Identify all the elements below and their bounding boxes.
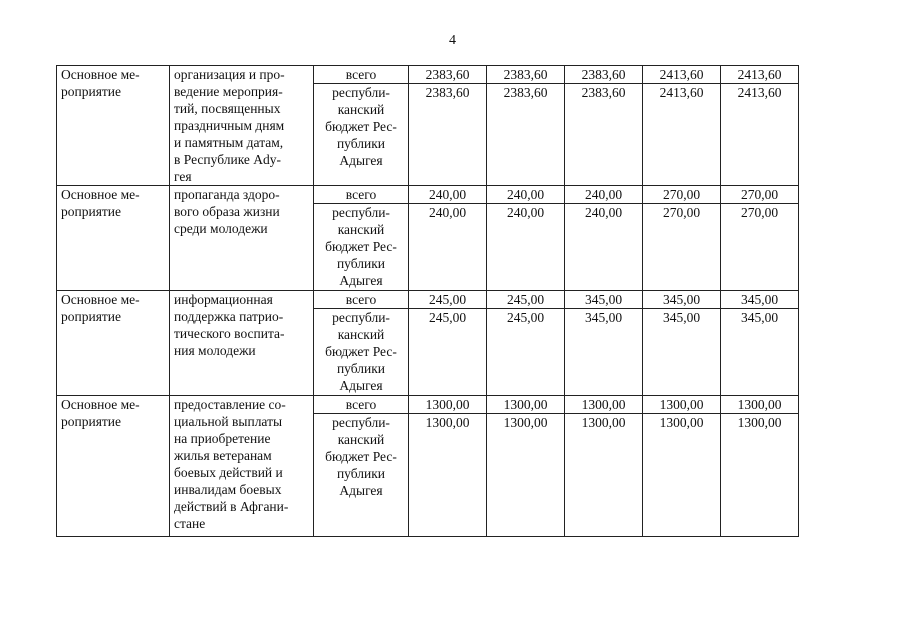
budget-value-cell: 2383,60 [487,84,565,186]
budget-table [56,65,799,537]
budget-value-cell: 2413,60 [643,84,721,186]
total-label-cell: всего [314,66,409,84]
total-value-cell: 240,00 [409,186,487,204]
budget-value-cell: 345,00 [565,309,643,396]
budget-value-cell: 245,00 [409,309,487,396]
total-value-cell: 345,00 [643,291,721,309]
budget-value-cell: 1300,00 [565,414,643,537]
budget-value-cell: 270,00 [721,204,799,291]
budget-value-cell: 240,00 [487,204,565,291]
budget-source-cell: республи- канский бюджет Рес- публики Адыгея [314,309,409,396]
activity-type-cell: Основное ме- роприятие [57,66,170,186]
budget-value-cell: 345,00 [721,309,799,396]
budget-source-cell: республи- канский бюджет Рес- публики Адыгея [314,414,409,537]
budget-value-cell: 240,00 [409,204,487,291]
total-value-cell: 2383,60 [487,66,565,84]
total-value-cell: 270,00 [643,186,721,204]
activity-name-cell: информационная поддержка патрио- тического воспита- ния молодежи [170,291,314,396]
budget-source-cell: республи- канский бюджет Рес- публики Адыгея [314,84,409,186]
total-value-cell: 1300,00 [409,396,487,414]
total-value-cell: 245,00 [487,291,565,309]
total-value-cell: 245,00 [409,291,487,309]
budget-value-cell: 240,00 [565,204,643,291]
total-label-cell: всего [314,396,409,414]
total-value-cell: 1300,00 [565,396,643,414]
total-label-cell: всего [314,291,409,309]
page-number: 4 [449,33,456,48]
budget-source-cell: республи- канский бюджет Рес- публики Адыгея [314,204,409,291]
budget-value-cell: 1300,00 [409,414,487,537]
total-value-cell: 240,00 [565,186,643,204]
table-row [57,66,799,84]
activity-type-cell: Основное ме- роприятие [57,186,170,291]
budget-value-cell: 345,00 [643,309,721,396]
budget-value-cell: 245,00 [487,309,565,396]
total-value-cell: 1300,00 [487,396,565,414]
table-row [57,186,799,204]
total-value-cell: 345,00 [721,291,799,309]
total-label-cell: всего [314,186,409,204]
budget-value-cell: 2383,60 [409,84,487,186]
activity-name-cell: предоставление со- циальной выплаты на приобретение жилья ветеранам боевых действий и инвалидам боевых действий в Афгани- стане [170,396,314,537]
activity-name-cell: пропаганда здоро- вого образа жизни среди молодежи [170,186,314,291]
total-value-cell: 2383,60 [565,66,643,84]
total-value-cell: 2413,60 [721,66,799,84]
activity-name-cell: организация и про- ведение мероприя- тий, посвященных праздничным дням и памятным датам, в Республике Ady- гея [170,66,314,186]
total-value-cell: 2383,60 [409,66,487,84]
activity-type-cell: Основное ме- роприятие [57,291,170,396]
budget-value-cell: 2383,60 [565,84,643,186]
budget-value-cell: 1300,00 [487,414,565,537]
budget-value-cell: 1300,00 [643,414,721,537]
total-value-cell: 1300,00 [643,396,721,414]
budget-value-cell: 1300,00 [721,414,799,537]
total-value-cell: 345,00 [565,291,643,309]
total-value-cell: 2413,60 [643,66,721,84]
budget-value-cell: 2413,60 [721,84,799,186]
table-row [57,396,799,414]
budget-value-cell: 270,00 [643,204,721,291]
total-value-cell: 270,00 [721,186,799,204]
total-value-cell: 1300,00 [721,396,799,414]
total-value-cell: 240,00 [487,186,565,204]
table-row [57,291,799,309]
activity-type-cell: Основное ме- роприятие [57,396,170,537]
